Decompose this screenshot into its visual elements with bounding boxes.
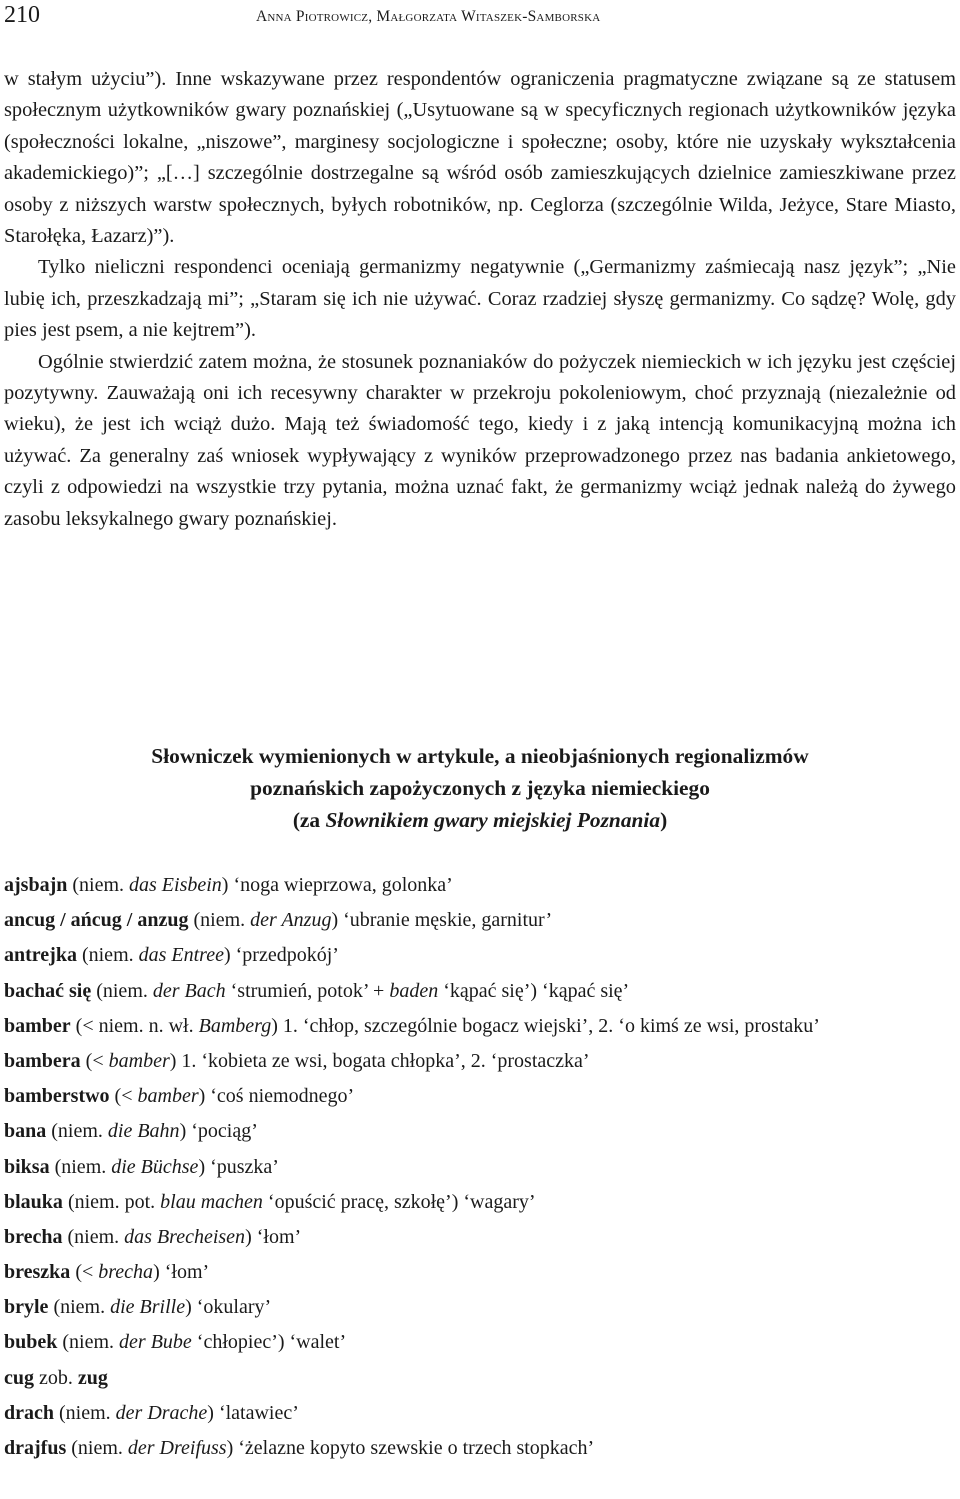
headword: bachać się: [4, 979, 92, 1002]
glossary-entry: [4, 1081, 956, 1111]
gloss-text: ) ‘puszka’: [198, 1155, 279, 1178]
glossary-entry: [4, 1433, 956, 1463]
etymon: blau machen: [160, 1190, 263, 1213]
glossary-entry: [4, 1187, 956, 1217]
gloss-text: (<: [70, 1261, 99, 1284]
gloss-text: ) 1. ‘chłop, szczególnie bogacz wiejski’, 2. ‘o kimś ze wsi, prostaku’: [271, 1014, 820, 1037]
etymon: bamber: [137, 1085, 199, 1108]
headword: bubek: [4, 1331, 58, 1354]
etymon: brecha: [98, 1261, 154, 1284]
gloss-text: (niem.: [91, 979, 153, 1002]
headword: antrejka: [4, 944, 77, 967]
section-title-line: poznańskich zapożyczonych z języka niemieckiego: [250, 776, 710, 800]
etymon: das Brecheisen: [124, 1225, 246, 1248]
glossary-entry: [4, 905, 956, 935]
headword: bambera: [4, 1049, 81, 1072]
gloss-text: ‘opuścić pracę, szkołę’) ‘wagary’: [262, 1190, 536, 1213]
section-title: [20, 740, 940, 836]
headword: bamber: [4, 1014, 71, 1037]
section-title-close: ): [660, 808, 668, 832]
etymon: das Entree: [138, 944, 224, 967]
glossary-entry: [4, 1398, 956, 1428]
paragraph: Ogólnie stwierdzić zatem można, że stosunek poznaniaków do pożyczek niemieckich w ich języku jest częściej pozytywny. Zauważają oni ich recesywny charakter w przekroju pokoleniowym, choć przyznają (niezależnie od wieku), że jest ich wciąż dużo. Mają też świadomość tego, kiedy i z jaką intencją komunikacyjną można ich używać. Za generalny zaś wniosek wypływający z wyników przeprowadzonego przez nas badania ankietowego, czyli z odpowiedzi na wszystkie trzy pytania, można uznać fakt, że germanizmy wciąż jednak należą do żywego zasobu leksykalnego gwary poznańskiej.: [4, 350, 956, 530]
glossary-entry: [4, 1011, 956, 1041]
headword: brecha: [4, 1225, 63, 1248]
etymon: Bamberg: [198, 1014, 272, 1037]
glossary-entry: [4, 1327, 956, 1357]
headword: biksa: [4, 1155, 50, 1178]
etymon: bamber: [108, 1049, 170, 1072]
glossary-entry: [4, 1152, 956, 1182]
gloss-text: (niem.: [66, 1437, 128, 1459]
gloss-text: ) ‘łom’: [245, 1225, 302, 1248]
gloss-text: (<: [80, 1049, 109, 1072]
etymon: der Drache: [115, 1401, 208, 1424]
body-text: [4, 64, 956, 535]
gloss-text: ) ‘okulary’: [185, 1296, 272, 1319]
etymon: die Bahn: [107, 1120, 180, 1143]
gloss-text: ) ‘noga wieprzowa, golonka’: [221, 874, 453, 896]
gloss-text: zob.: [34, 1366, 78, 1389]
headword: cug: [4, 1366, 34, 1389]
gloss-text: (< niem. n. wł.: [70, 1014, 199, 1037]
gloss-text: ‘kąpać się’) ‘kąpać się’: [438, 979, 630, 1002]
gloss-text: (niem.: [46, 1120, 108, 1143]
gloss-text: (niem.: [67, 874, 130, 896]
gloss-text: ) ‘latawiec’: [207, 1401, 299, 1424]
gloss-text: ) ‘pociąg’: [179, 1120, 258, 1143]
paragraph: w stałym użyciu”). Inne wskazywane przez respondentów ograniczenia pragmatyczne związane są ze statusem społecznym użytkowników gwary poznańskiej („Usytuowane są w specyficznych regionach użytkowników języka (społeczności lokalne, „niszowe”, marginesy socjologiczne i społeczne; osoby, które nie uzyskały wykształcenia akademickiego)”; „[…] szczególnie dostrzegalne są wśród osób zamieszkujących dzielnice zamieszkiwane przez osoby z niższych warstw społecznych, byłych robotników, np. Ceglorza (szczególnie Wilda, Jeżyce, Stare Miasto, Starołęka, Łazarz)”).: [4, 68, 956, 248]
section-title-open: (za: [292, 808, 326, 832]
gloss-text: ) ‘coś niemodnego’: [198, 1085, 355, 1108]
etymon: die Büchse: [111, 1155, 199, 1178]
gloss-text: (niem.: [49, 1155, 112, 1178]
headword: breszka: [4, 1261, 71, 1284]
gloss-text: (niem.: [57, 1331, 120, 1354]
glossary-entry: [4, 1116, 956, 1146]
gloss-text: ) ‘przedpokój’: [223, 944, 339, 967]
etymon: die Brille: [110, 1296, 186, 1319]
headword: bamberstwo: [4, 1085, 110, 1108]
running-head-authors: Anna Piotrowicz, Małgorzata Witaszek-Samborska: [256, 8, 601, 25]
headword: bryle: [4, 1296, 49, 1319]
headword: ancug / ańcug / anzug: [4, 909, 189, 932]
glossary-entry: [4, 940, 956, 970]
glossary-entry: [4, 1292, 956, 1322]
gloss-text: (niem.: [48, 1296, 111, 1319]
gloss-text: ‘chłopiec’) ‘walet’: [191, 1331, 347, 1354]
gloss-text: (niem. pot.: [62, 1190, 161, 1213]
gloss-text: (niem.: [76, 944, 139, 967]
paragraph: Tylko nieliczni respondenci oceniają germanizmy negatywnie („Germanizmy zaśmiecają nasz język”; „Nie lubię ich, przeszkadzają mi”; „Staram się ich nie używać. Coraz rzadziej słyszę germanizmy. Co sądzę? Wolę, gdy pies jest psem, a nie kejtrem”).: [4, 256, 956, 342]
gloss-text: ) ‘żelazne kopyto szewskie o trzech stopkach’: [226, 1437, 595, 1459]
gloss-text: (niem.: [54, 1401, 116, 1424]
glossary-entry: [4, 1363, 956, 1393]
etymon: der Dreifuss: [127, 1437, 227, 1459]
gloss-text: ) ‘łom’: [153, 1261, 210, 1284]
etymon: das Eisbein: [129, 874, 222, 896]
etymon: der Bach: [152, 979, 226, 1002]
headword: ajsbajn: [4, 874, 68, 896]
glossary-entry: [4, 870, 956, 900]
glossary-entry: [4, 1046, 956, 1076]
glossary-entry: [4, 976, 956, 1006]
gloss-text: ) ‘ubranie męskie, garnitur’: [331, 909, 553, 932]
page-number: 210: [4, 2, 40, 28]
headword: drach: [4, 1401, 54, 1424]
headword: drajfus: [4, 1437, 67, 1459]
page-header: [4, 2, 954, 32]
glossary-entry: [4, 1222, 956, 1252]
headword: zug: [77, 1366, 108, 1389]
etymon: baden: [389, 979, 439, 1002]
headword: blauka: [4, 1190, 63, 1213]
gloss-text: ) 1. ‘kobieta ze wsi, bogata chłopka’, 2. ‘prostaczka’: [169, 1049, 590, 1072]
section-title-line: [20, 804, 940, 836]
etymon: der Bube: [119, 1331, 192, 1354]
gloss-text: (niem.: [62, 1225, 125, 1248]
glossary-list: [4, 870, 956, 1468]
headword: bana: [4, 1120, 47, 1143]
gloss-text: (niem.: [188, 909, 251, 932]
section-title-source: Słownikiem gwary miejskiej Poznania: [325, 808, 661, 832]
etymon: der Anzug: [250, 909, 332, 932]
section-title-line: Słowniczek wymienionych w artykule, a nieobjaśnionych regionalizmów: [151, 744, 809, 768]
glossary-entry: [4, 1257, 956, 1287]
gloss-text: ‘strumień, potok’ +: [225, 979, 390, 1002]
gloss-text: (<: [109, 1085, 138, 1108]
